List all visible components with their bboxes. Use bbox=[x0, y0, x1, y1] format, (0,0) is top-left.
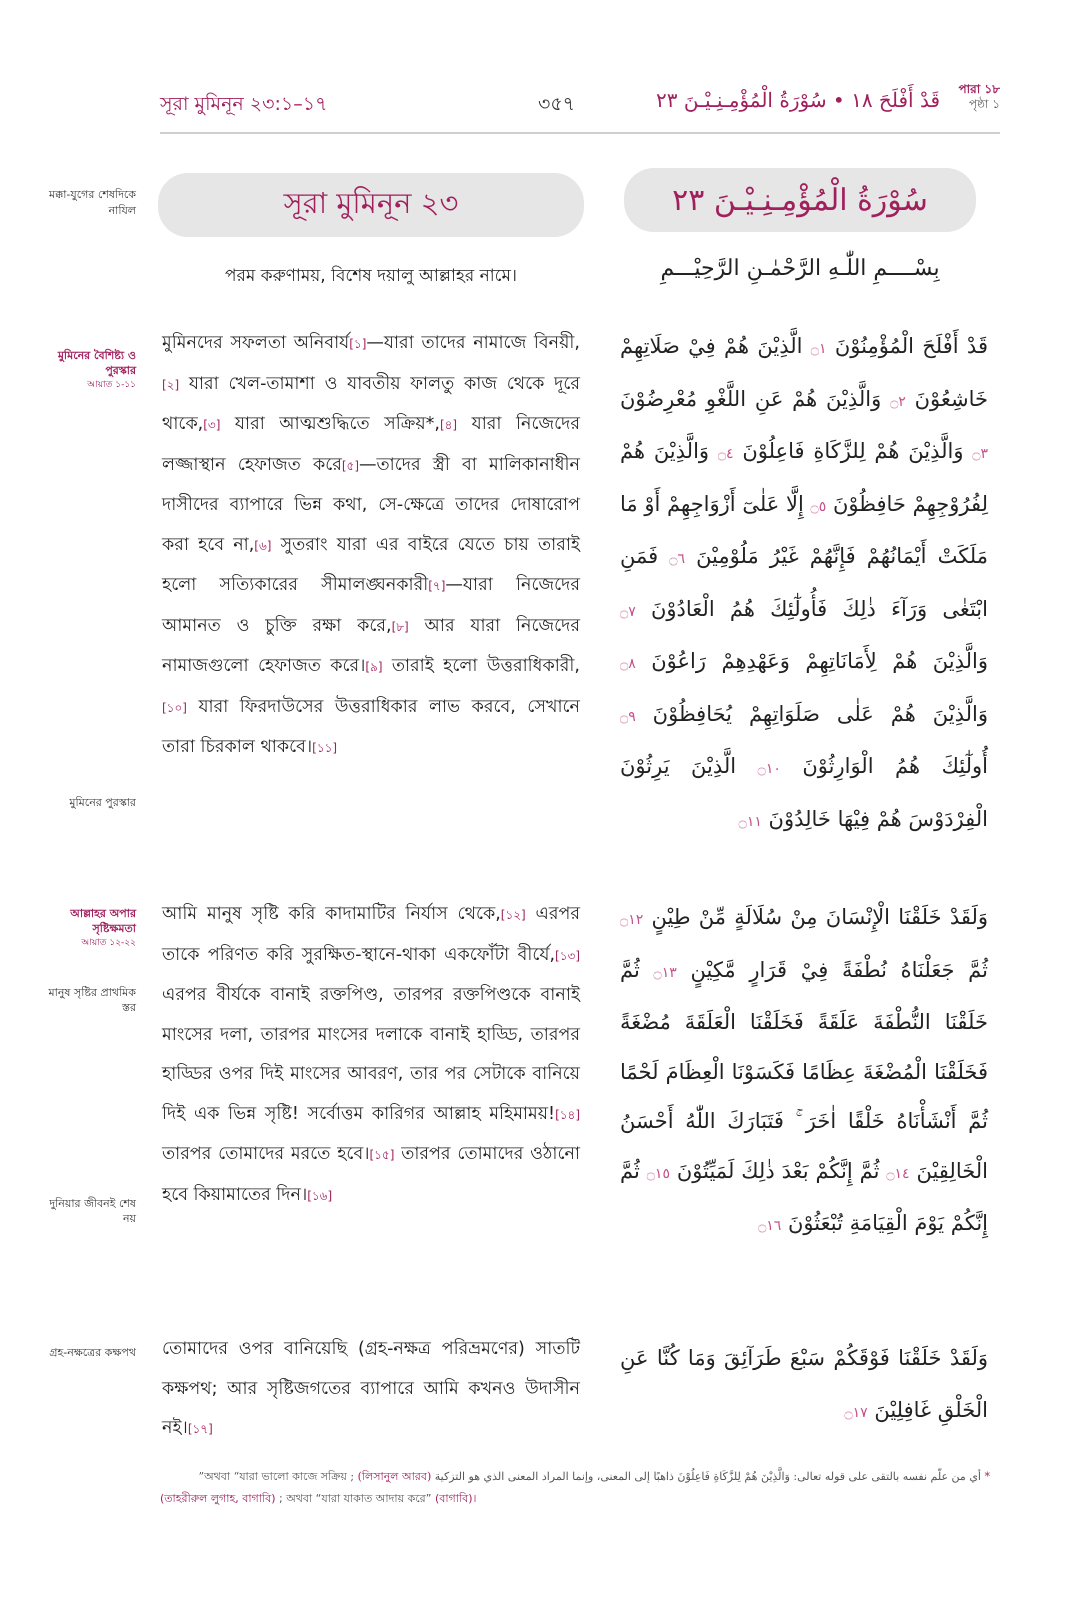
ayah-number-marker: ۝٣ bbox=[972, 446, 988, 462]
para-label: পারা ১৮ bbox=[958, 82, 1000, 96]
arabic-verse-text: الَّذِيْنَ هُمْ فِيْ صَلَاتِهِمْ خَاشِعُوْنَ bbox=[620, 334, 988, 411]
footnote-source-3: (বাগাবি)। bbox=[434, 1492, 477, 1505]
arabic-verse-text: ثُمَّ إِنَّكُمْ يَوْمَ الْقِيَامَةِ تُبْعَثُوْنَ bbox=[620, 1158, 988, 1235]
ayah-number-marker: ۝١٧ bbox=[844, 1405, 868, 1421]
ayah-number-marker: ۝١٥ bbox=[646, 1165, 670, 1182]
verse-text: —যারা নিজেদের আমানত ও চুক্তি রক্ষা করে, bbox=[162, 575, 580, 636]
verse-text: যারা নিজেদের লজ্জাস্থান হেফাজত করে bbox=[162, 414, 580, 475]
footnote-ref: [৯] bbox=[365, 660, 383, 674]
verse-text: আর যারা নিজেদের নামাজগুলো হেফাজত করে। bbox=[162, 615, 580, 676]
footnote-ref: [১] bbox=[349, 337, 367, 351]
arabic-verse-text: وَالَّذِيْنَ هُمْ عَنِ اللَّغْوِ مُعْرِضُوْنَ bbox=[620, 386, 891, 411]
arabic-verse-text: ثُمَّ جَعَلْنَاهُ نُطْفَةً فِيْ قَرَارٍ مَّكِيْنٍ bbox=[676, 957, 988, 982]
verse-text: এরপর তাকে পরিণত করি সুরক্ষিত-স্থানে-থাকা একফোঁটা বীর্যে, bbox=[162, 904, 580, 965]
page-number: ৩৫৭ bbox=[538, 93, 576, 115]
section-2-side-title bbox=[36, 906, 136, 951]
ayah-number-marker: ۝١٣ bbox=[653, 964, 677, 981]
ayah-number-marker: ۝٤ bbox=[717, 446, 734, 462]
footnote-ref: [১৫] bbox=[369, 1148, 395, 1162]
surah-title-arabic bbox=[624, 168, 976, 232]
arabic-verse-text: وَالَّذِيْنَ هُمْ لِأَمَانَاتِهِمْ وَعَهْدِهِمْ رَاعُوْنَ bbox=[635, 649, 988, 673]
verse-text: তোমাদের ওপর বানিয়েছি (গ্রহ-নক্ষত্র পরিভ্রমণের) সাতটি কক্ষপথ; আর সৃষ্টিজগতের ব্যাপারে আমি কখনও উদাসীন নই। bbox=[162, 1339, 580, 1438]
footnote-ref: [১৭] bbox=[187, 1422, 213, 1436]
footnote-alt-1: ; অথবা “যারা ভালো কাজে সক্রিয়” bbox=[198, 1470, 355, 1483]
section-1-side-note: মুমিনের পুরস্কার bbox=[69, 796, 136, 809]
running-title: সূরা মুমিনূন ২৩:১–১৭ bbox=[160, 93, 328, 115]
section-1-bengali bbox=[162, 324, 580, 769]
section-1-arabic bbox=[620, 322, 988, 847]
para-page-label: পৃষ্ঠা ১ bbox=[968, 97, 1000, 111]
footnote-ref: [২] bbox=[162, 377, 180, 392]
revelation-note: মক্কা-যুগের শেষদিকে নাযিল bbox=[49, 188, 136, 217]
section-2-side-note-2: দুনিয়ার জীবনই শেষ নয় bbox=[49, 1197, 136, 1225]
ayah-number-marker: ۝١٠ bbox=[757, 761, 781, 777]
footnote-line-1 bbox=[160, 1466, 990, 1488]
verse-text: এরপর বীর্যকে বানাই রক্তপিণ্ড, তারপর রক্তপিণ্ডকে বানাই মাংসের দলা, তারপর মাংসের দলাকে বানাই হাড্ডি, তারপর হাড্ডির ওপর দিই মাংসের আবরণ, তার পর সেটাকে বানিয়ে দিই এক ভিন্ন সৃষ্টি! সর্বোত্তম কারিগর আল্লাহ মহিমাময়! bbox=[162, 985, 580, 1124]
ayah-number-marker: ۝٦ bbox=[669, 551, 685, 567]
arabic-verse-text: وَالَّذِيْنَ هُمْ لِلزَّكَاةِ فَاعِلُوْنَ bbox=[733, 439, 973, 463]
footnote-ref: [১৩] bbox=[555, 948, 580, 963]
surah-title-bengali bbox=[158, 173, 584, 237]
ayah-number-marker: ۝٢ bbox=[890, 393, 906, 410]
arabic-verse-text: وَالَّذِيْنَ هُمْ لِفُرُوْجِهِمْ حَافِظُوْنَ bbox=[620, 439, 988, 516]
side-title-text: মুমিনের বৈশিষ্ট্য ও পুরস্কার bbox=[57, 349, 136, 377]
ayah-number-marker: ۝١٤ bbox=[886, 1165, 910, 1182]
arabic-verse-text: وَلَقَدْ خَلَقْنَا الْإِنْسَانَ مِنْ سُلَالَةٍ مِّنْ طِيْنٍ bbox=[643, 905, 988, 929]
verse-text: তারাই হলো উত্তরাধিকারী, bbox=[382, 656, 580, 676]
header-rule bbox=[160, 132, 1000, 134]
ayah-number-marker: ۝١٦ bbox=[758, 1218, 782, 1234]
arabic-verse-text: إِلَّا عَلٰىٓ أَزْوَاجِهِمْ أَوْ مَا مَلَكَتْ أَيْمَانُهُمْ فَإِنَّهُمْ غَيْرُ مَلُوْمِيْنَ bbox=[620, 491, 988, 568]
bismillah-arabic: بِسْــــمِ اللّٰـهِ الرَّحْمٰـنِ الرَّحِيْـــمِ bbox=[660, 256, 940, 281]
verse-text: তারপর তোমাদের ওঠানো হবে কিয়ামাতের দিন। bbox=[162, 1144, 580, 1205]
footnote-source-1: (লিসানুল আরব) bbox=[357, 1470, 432, 1483]
page-header bbox=[160, 82, 1000, 132]
arabic-verse-text: الَّذِيْنَ يَرِثُوْنَ الْفِرْدَوْسَ هُمْ فِيْهَا خَالِدُوْنَ bbox=[620, 754, 988, 831]
footnote-ref: [১৪] bbox=[555, 1107, 580, 1122]
footnote-line-2 bbox=[160, 1492, 476, 1505]
arabic-verse-text: ثُمَّ إِنَّكُمْ بَعْدَ ذٰلِكَ لَمَيِّتُوْنَ bbox=[669, 1158, 887, 1183]
ayah-number-marker: ۝٧ bbox=[620, 603, 636, 620]
footnote-ref: [৮] bbox=[391, 619, 409, 634]
verse-text: মুমিনদের সফলতা অনিবার্য bbox=[162, 333, 350, 353]
ayah-number-marker: ۝٩ bbox=[620, 708, 636, 725]
ayah-number-marker: ۝١٢ bbox=[620, 912, 644, 928]
arabic-verse-text: وَالَّذِيْنَ هُمْ عَلٰى صَلَوَاتِهِمْ يُحَافِظُوْنَ bbox=[635, 701, 988, 726]
ayah-number-marker: ۝١ bbox=[810, 341, 827, 357]
ayah-number-marker: ۝٥ bbox=[810, 498, 827, 515]
footnote-source-2: (তাহরীরুল লুগাহ, বাগাবি) bbox=[160, 1492, 276, 1505]
section-3-arabic bbox=[620, 1332, 988, 1439]
section-3-bengali bbox=[162, 1330, 580, 1450]
footnote-star: * bbox=[984, 1470, 990, 1483]
section-2-arabic bbox=[620, 893, 988, 1252]
footnote-ref: [৬] bbox=[254, 538, 272, 553]
running-title-arabic: قَدْ أَفْلَحَ ١٨ • سُوْرَةُ الْمُؤْمِـنِـيْـنَ ٢٣ bbox=[656, 88, 940, 112]
section-2-bengali bbox=[162, 895, 580, 1216]
arabic-verse-text: وَلَقَدْ خَلَقْنَا فَوْقَكُمْ سَبْعَ طَرَآئِقَ وَمَا كُنَّا عَنِ الْخَلْقِ غَافِلِيْنَ bbox=[620, 1346, 988, 1422]
footnote-ref: [৪] bbox=[439, 418, 458, 432]
side-title-ayah-range: আয়াত ১২-২২ bbox=[81, 938, 136, 948]
ayah-number-marker: ۝١١ bbox=[738, 813, 762, 830]
surah-title-bengali-text: সূরা মুমিনূন ২৩ bbox=[283, 185, 459, 220]
verse-text: —যারা তাদের নামাজে বিনয়ী, bbox=[366, 333, 580, 353]
verse-text: আমি মানুষ সৃষ্টি করি কাদামাটির নির্যাস থেকে, bbox=[162, 904, 501, 924]
footnote-ref: [১১] bbox=[312, 741, 338, 755]
arabic-verse-text: فَمَنِ ابْتَغٰى وَرَآءَ ذٰلِكَ فَأُولٰٓئِكَ هُمُ الْعَادُوْنَ bbox=[620, 544, 988, 621]
arabic-verse-text: ثُمَّ خَلَقْنَا النُّطْفَةَ عَلَقَةً فَخَلَقْنَا الْعَلَقَةَ مُضْغَةً فَخَلَقْنَا الْمُضْغَةَ عِظَامًا فَكَسَوْنَا الْعِظَامَ لَحْمًا ثُمَّ أَنْشَأْنَاهُ خَلْقًا اٰخَرَ ۚ فَتَبَارَكَ اللّٰهُ أَحْسَنُ الْخَالِقِيْنَ bbox=[620, 957, 988, 1183]
footnote-ref: [৫] bbox=[341, 458, 360, 473]
verse-text: যারা খেল-তামাশা ও যাবতীয় ফালতু কাজ থেকে দূরে থাকে, bbox=[162, 373, 580, 434]
ayah-number-marker: ۝٨ bbox=[620, 656, 636, 672]
arabic-verse-text: أُولٰٓئِكَ هُمُ الْوَارِثُوْنَ bbox=[780, 754, 988, 778]
verse-text: যারা আত্মশুদ্ধিতে সক্রিয়*, bbox=[220, 414, 440, 434]
section-2-side-note: মানুষ সৃষ্টির প্রাথমিক স্তর bbox=[48, 986, 136, 1014]
footnote-arabic: أي من علّم نفسه بالتقى على قوله تعالى: وَالَّذِيْنَ هُمْ لِلزَّكَاةِ فَاعِلُوْنَ ذاهبًا إلى المعنى، وإنما المراد المعنى الذي هو التزكية bbox=[434, 1470, 981, 1483]
section-3-side-note: গ্রহ-নক্ষত্রের কক্ষপথ bbox=[49, 1346, 136, 1359]
verse-text: —তাদের স্ত্রী বা মালিকানাধীন দাসীদের ব্যাপারে ভিন্ন কথা, সে-ক্ষেত্রে তাদের দোষারোপ করা হবে না, bbox=[162, 454, 580, 555]
footnote-ref: [১৬] bbox=[307, 1188, 333, 1203]
section-1-side-title bbox=[36, 348, 136, 393]
footnote bbox=[160, 1466, 990, 1510]
footnote-ref: [১০] bbox=[162, 700, 187, 715]
verse-text: তারপর তোমাদের মরতে হবে। bbox=[162, 1144, 370, 1164]
bismillah-bengali: পরম করুণাময়, বিশেষ দয়ালু আল্লাহর নামে। bbox=[224, 266, 518, 286]
side-title-text: আল্লাহর অপার সৃষ্টিক্ষমতা bbox=[70, 907, 136, 935]
footnote-ref: [৩] bbox=[203, 418, 221, 432]
footnote-ref: [১২] bbox=[500, 908, 526, 922]
footnote-alt-2: ; অথবা “যারা যাকাত আদায় করে” bbox=[279, 1492, 432, 1505]
para-info bbox=[959, 82, 1000, 112]
side-title-ayah-range: আয়াত ১-১১ bbox=[87, 380, 136, 390]
verse-text: যারা ফিরদাউসের উত্তরাধিকার লাভ করবে, সেখানে তারা চিরকাল থাকবে। bbox=[162, 696, 580, 757]
footnote-ref: [৭] bbox=[428, 579, 446, 593]
arabic-verse-text: قَدْ أَفْلَحَ الْمُؤْمِنُوْنَ bbox=[826, 334, 988, 358]
verse-text: সুতরাং যারা এর বাইরে যেতে চায় তারাই হলো সত্যিকারের সীমালঙ্ঘনকারী bbox=[162, 534, 580, 595]
surah-title-arabic-text: سُوْرَةُ الْمُؤْمِـنِـيْـنَ ٢٣ bbox=[672, 182, 928, 218]
